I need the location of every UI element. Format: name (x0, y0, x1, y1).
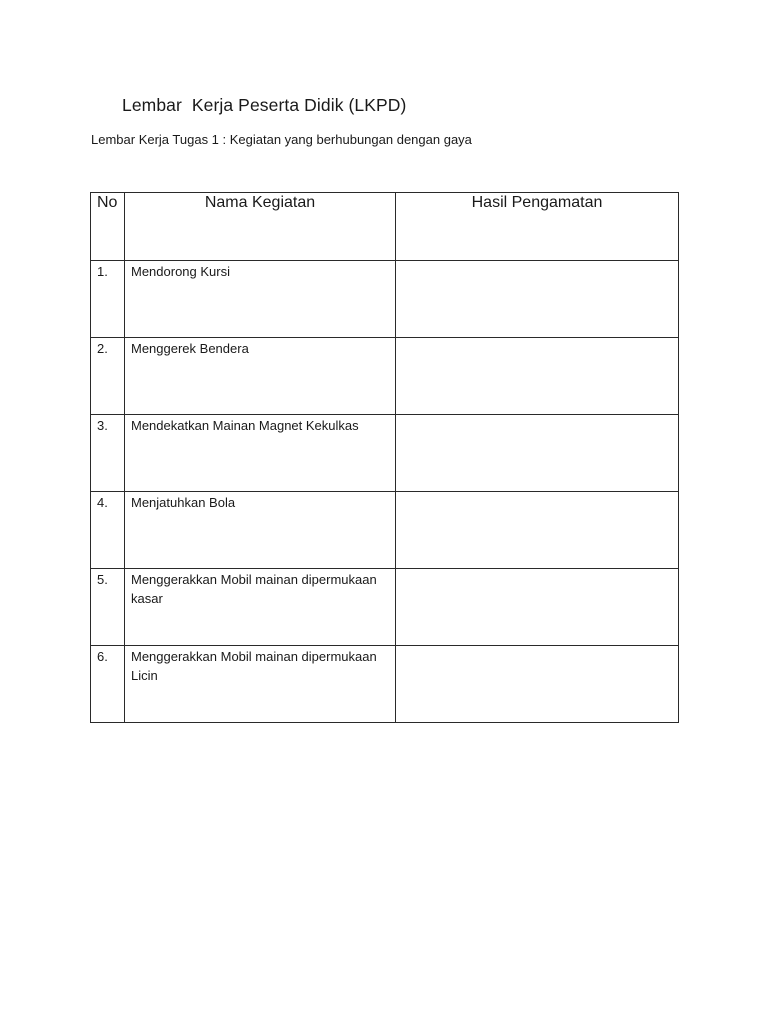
table-header-row (91, 193, 679, 261)
activity-table (90, 192, 679, 723)
table-row (91, 646, 679, 723)
table-row (91, 338, 679, 415)
document-subtitle: Lembar Kerja Tugas 1 : Kegiatan yang berhubungan dengan gaya (91, 132, 472, 147)
activity-name: Menggerakkan Mobil mainan dipermukaan kasar (125, 569, 396, 646)
row-number: 4. (91, 492, 125, 569)
table-row (91, 569, 679, 646)
observation-result-cell[interactable] (396, 646, 679, 723)
table-row (91, 492, 679, 569)
column-header-result: Hasil Pengamatan (396, 193, 679, 261)
activity-name: Mendekatkan Mainan Magnet Kekulkas (125, 415, 396, 492)
observation-result-cell[interactable] (396, 415, 679, 492)
column-header-no: No (91, 193, 125, 261)
observation-result-cell[interactable] (396, 338, 679, 415)
observation-result-cell[interactable] (396, 261, 679, 338)
observation-result-cell[interactable] (396, 492, 679, 569)
column-header-activity: Nama Kegiatan (125, 193, 396, 261)
activity-name: Menggerakkan Mobil mainan dipermukaan Licin (125, 646, 396, 723)
row-number: 6. (91, 646, 125, 723)
table-row (91, 415, 679, 492)
table-row (91, 261, 679, 338)
activity-name: Menjatuhkan Bola (125, 492, 396, 569)
row-number: 1. (91, 261, 125, 338)
document-title: Lembar Kerja Peserta Didik (LKPD) (122, 95, 407, 115)
row-number: 5. (91, 569, 125, 646)
row-number: 2. (91, 338, 125, 415)
activity-name: Menggerek Bendera (125, 338, 396, 415)
activity-name: Mendorong Kursi (125, 261, 396, 338)
observation-result-cell[interactable] (396, 569, 679, 646)
row-number: 3. (91, 415, 125, 492)
